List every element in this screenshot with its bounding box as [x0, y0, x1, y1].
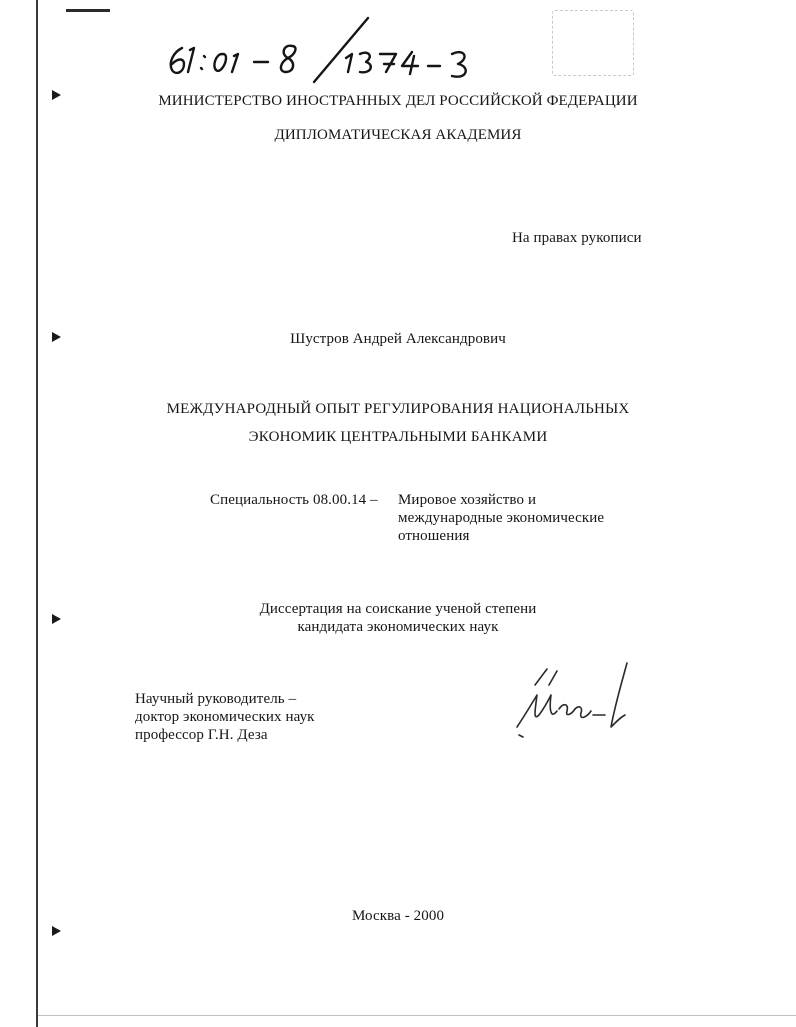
dissertation-title-line-2: ЭКОНОМИК ЦЕНТРАЛЬНЫМИ БАНКАМИ — [248, 429, 548, 445]
page-bottom-edge — [38, 1015, 796, 1016]
degree-line-2: кандидата экономических наук — [297, 619, 499, 635]
degree-line-1: Диссертация на соискание ученой степени — [259, 601, 537, 617]
author-signature — [505, 655, 645, 745]
specialty-name-line-1: Мировое хозяйство и — [398, 492, 537, 508]
ministry-name: МИНИСТЕРСТВО ИНОСТРАННЫХ ДЕЛ РОССИЙСКОЙ ФЕДЕРАЦИИ — [158, 93, 638, 109]
specialty-name-line-2: международные экономические — [398, 510, 605, 526]
supervisor-line-1: Научный руководитель – — [135, 691, 297, 707]
punch-hole-marker — [52, 926, 61, 936]
specialty-name-line-3: отношения — [398, 528, 470, 544]
binding-edge-line — [36, 0, 38, 1027]
academy-name: ДИПЛОМАТИЧЕСКАЯ АКАДЕМИЯ — [274, 127, 522, 143]
supervisor-line-2: доктор экономических наук — [135, 709, 315, 725]
place-and-year: Москва - 2000 — [351, 908, 445, 924]
specialty-label: Специальность 08.00.14 – — [210, 492, 378, 508]
supervisor-line-3: профессор Г.Н. Деза — [135, 727, 268, 743]
scan-mark — [66, 9, 110, 12]
dissertation-title-line-1: МЕЖДУНАРОДНЫЙ ОПЫТ РЕГУЛИРОВАНИЯ НАЦИОНАЛЬНЫХ — [166, 401, 630, 417]
manuscript-rights-note: На правах рукописи — [512, 230, 642, 246]
author-name: Шустров Андрей Александрович — [290, 331, 506, 347]
handwritten-registration-number — [160, 14, 520, 84]
library-stamp — [552, 10, 634, 76]
